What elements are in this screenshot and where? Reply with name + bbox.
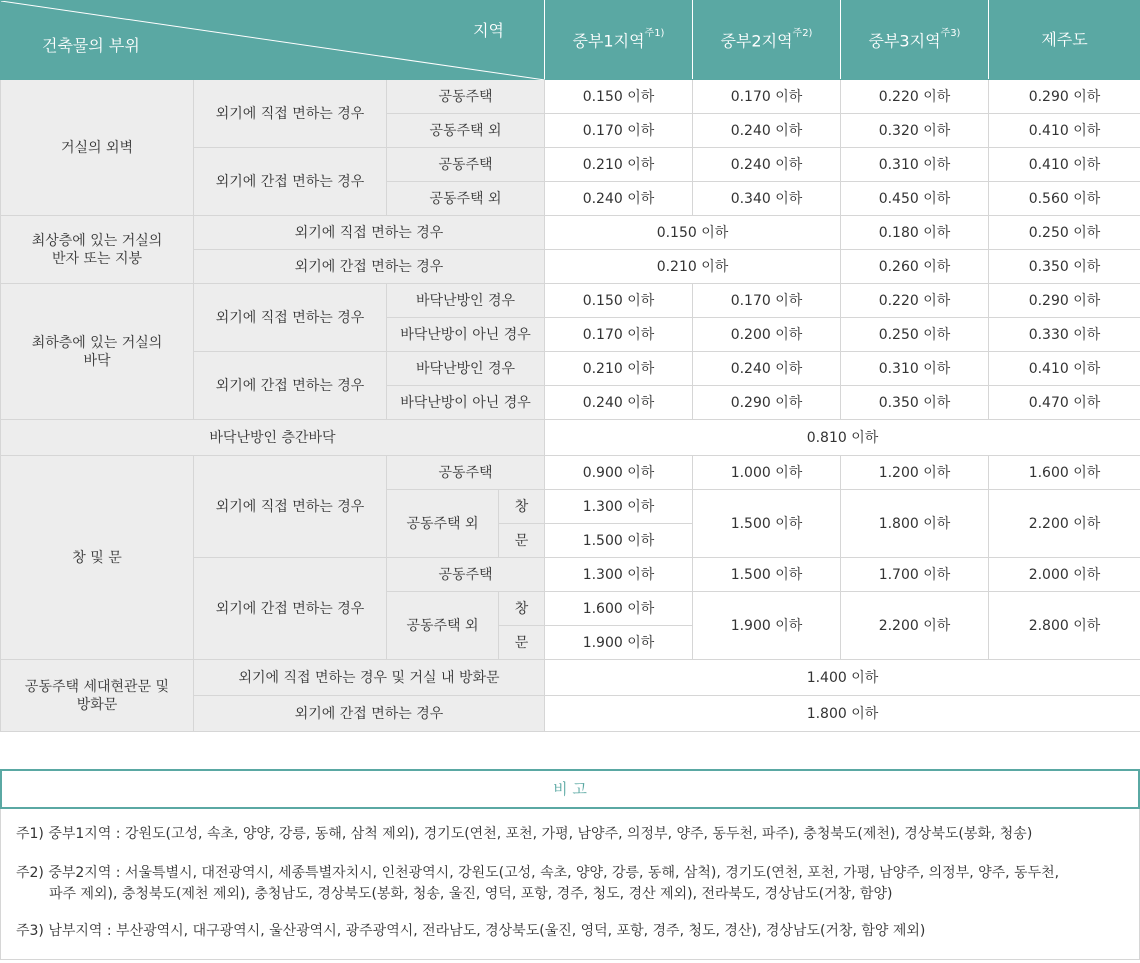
value-cell: 0.150 이하 — [545, 284, 693, 318]
header-corner — [1, 1, 545, 80]
value-cell: 0.240 이하 — [693, 114, 841, 148]
value-cell: 0.330 이하 — [989, 318, 1140, 352]
note-2: 주2) 중부2지역 : 서울특별시, 대전광역시, 세종특별자치시, 인천광역시, 강원도(고성, 속초, 양양, 강릉, 동해, 삼척), 경기도(연천, 포천, 가평, 남양주, 의정부, 양주, 동두천, 파주 제외), 충청북도(제천 제외), 충청남도, 경상북도(봉화, 청송, 울진, 영덕, 포항, 경주, 청도, 경산 제외), 전라북도, 경상남도(거창, 함양) — [16, 865, 1060, 902]
value-cell: 0.220 이하 — [841, 80, 989, 114]
type-label: 바닥난방이 아닌 경우 — [387, 386, 545, 420]
condition-label: 외기에 직접 면하는 경우 — [194, 80, 387, 148]
value-cell: 1.500 이하 — [693, 490, 841, 558]
value-cell: 1.900 이하 — [545, 626, 693, 660]
value-cell: 0.200 이하 — [693, 318, 841, 352]
value-cell: 0.170 이하 — [545, 114, 693, 148]
value-cell: 0.310 이하 — [841, 352, 989, 386]
header-part-label: 건축물의 부위 — [42, 36, 140, 55]
value-cell: 0.310 이하 — [841, 148, 989, 182]
value-cell: 0.810 이하 — [545, 420, 1140, 456]
value-cell: 0.220 이하 — [841, 284, 989, 318]
type-label: 공동주택 — [387, 80, 545, 114]
header-region-label: 지역 — [473, 21, 504, 40]
value-cell: 1.300 이하 — [545, 490, 693, 524]
value-cell: 0.290 이하 — [989, 284, 1140, 318]
value-cell: 0.450 이하 — [841, 182, 989, 216]
condition-label: 외기에 직접 면하는 경우 — [194, 284, 387, 352]
value-cell: 0.170 이하 — [545, 318, 693, 352]
subtype-label: 문 — [499, 524, 545, 558]
type-label: 공동주택 외 — [387, 114, 545, 148]
table-row — [1, 420, 1140, 456]
value-cell: 1.300 이하 — [545, 558, 693, 592]
value-cell: 0.250 이하 — [989, 216, 1140, 250]
value-cell: 0.900 이하 — [545, 456, 693, 490]
condition-label: 외기에 직접 면하는 경우 — [194, 456, 387, 558]
table-row — [1, 284, 1140, 318]
type-label: 바닥난방이 아닌 경우 — [387, 318, 545, 352]
table-row — [1, 456, 1140, 490]
value-cell: 1.600 이하 — [989, 456, 1140, 490]
type-label: 공동주택 — [387, 148, 545, 182]
value-cell: 1.900 이하 — [693, 592, 841, 660]
type-label: 공동주택 외 — [387, 490, 499, 558]
value-cell: 0.150 이하 — [545, 216, 841, 250]
row-group-label: 바닥난방인 층간바닥 — [1, 420, 545, 456]
value-cell: 0.470 이하 — [989, 386, 1140, 420]
value-cell: 1.200 이하 — [841, 456, 989, 490]
value-cell: 0.240 이하 — [545, 182, 693, 216]
value-cell: 1.800 이하 — [841, 490, 989, 558]
row-group-label: 창 및 문 — [1, 456, 194, 660]
row-group-label: 공동주택 세대현관문 및 방화문 — [1, 660, 194, 732]
value-cell: 1.600 이하 — [545, 592, 693, 626]
value-cell: 2.200 이하 — [989, 490, 1140, 558]
header-col-central1: 중부1지역$^{주1)}$ — [545, 1, 693, 80]
value-cell: 0.180 이하 — [841, 216, 989, 250]
table-row — [1, 80, 1140, 114]
table-row — [1, 660, 1140, 696]
condition-label: 외기에 직접 면하는 경우 및 거실 내 방화문 — [194, 660, 545, 696]
header-col-central3: 중부3지역$^{주3)}$ — [841, 1, 989, 80]
type-label: 공동주택 — [387, 558, 545, 592]
value-cell: 2.000 이하 — [989, 558, 1140, 592]
condition-label: 외기에 간접 면하는 경우 — [194, 148, 387, 216]
row-group-label: 거실의 외벽 — [1, 80, 194, 216]
header-col-jeju: 제주도 — [989, 1, 1140, 80]
value-cell: 0.350 이하 — [841, 386, 989, 420]
value-cell: 1.800 이하 — [545, 696, 1140, 732]
value-cell: 1.400 이하 — [545, 660, 1140, 696]
table-row — [1, 216, 1140, 250]
value-cell: 0.260 이하 — [841, 250, 989, 284]
subtype-label: 창 — [499, 592, 545, 626]
value-cell: 0.210 이하 — [545, 352, 693, 386]
value-cell: 0.340 이하 — [693, 182, 841, 216]
type-label: 공동주택 외 — [387, 182, 545, 216]
value-cell: 0.210 이하 — [545, 250, 841, 284]
value-cell: 0.170 이하 — [693, 80, 841, 114]
value-cell: 0.410 이하 — [989, 114, 1140, 148]
condition-label: 외기에 직접 면하는 경우 — [194, 216, 545, 250]
value-cell: 1.500 이하 — [545, 524, 693, 558]
value-cell: 0.170 이하 — [693, 284, 841, 318]
type-label: 공동주택 — [387, 456, 545, 490]
value-cell: 0.350 이하 — [989, 250, 1140, 284]
value-cell: 0.250 이하 — [841, 318, 989, 352]
type-label: 바닥난방인 경우 — [387, 284, 545, 318]
value-cell: 0.290 이하 — [989, 80, 1140, 114]
value-cell: 2.800 이하 — [989, 592, 1140, 660]
row-group-label: 최하층에 있는 거실의 바닥 — [1, 284, 194, 420]
value-cell: 1.500 이하 — [693, 558, 841, 592]
value-cell: 1.000 이하 — [693, 456, 841, 490]
value-cell: 2.200 이하 — [841, 592, 989, 660]
condition-label: 외기에 간접 면하는 경우 — [194, 558, 387, 660]
value-cell: 0.240 이하 — [545, 386, 693, 420]
header-row — [1, 1, 1140, 80]
condition-label: 외기에 간접 면하는 경우 — [194, 250, 545, 284]
value-cell: 0.240 이하 — [693, 352, 841, 386]
condition-label: 외기에 간접 면하는 경우 — [194, 696, 545, 732]
type-label: 공동주택 외 — [387, 592, 499, 660]
value-cell: 0.320 이하 — [841, 114, 989, 148]
value-cell: 0.290 이하 — [693, 386, 841, 420]
value-cell: 0.410 이하 — [989, 148, 1140, 182]
subtype-label: 창 — [499, 490, 545, 524]
subtype-label: 문 — [499, 626, 545, 660]
notes-box — [0, 809, 1140, 960]
header-col-central2: 중부2지역$^{주2)}$ — [693, 1, 841, 80]
value-cell: 0.240 이하 — [693, 148, 841, 182]
value-cell: 1.700 이하 — [841, 558, 989, 592]
type-label: 바닥난방인 경우 — [387, 352, 545, 386]
condition-label: 외기에 간접 면하는 경우 — [194, 352, 387, 420]
value-cell: 0.410 이하 — [989, 352, 1140, 386]
notes-title: 비 고 — [0, 769, 1140, 809]
value-cell: 0.150 이하 — [545, 80, 693, 114]
value-cell: 0.210 이하 — [545, 148, 693, 182]
note-1: 주1) 중부1지역 : 강원도(고성, 속초, 양양, 강릉, 동해, 삼척 제외), 경기도(연천, 포천, 가평, 남양주, 의정부, 양주, 동두천, 파주), 충청북도(제천), 경상북도(봉화, 청송) — [16, 826, 1033, 842]
row-group-label: 최상층에 있는 거실의 반자 또는 지붕 — [1, 216, 194, 284]
value-cell: 0.560 이하 — [989, 182, 1140, 216]
note-3: 주3) 남부지역 : 부산광역시, 대구광역시, 울산광역시, 광주광역시, 전라남도, 경상북도(울진, 영덕, 포항, 경주, 청도, 경산), 경상남도(거창, 함양 제외) — [16, 923, 926, 939]
